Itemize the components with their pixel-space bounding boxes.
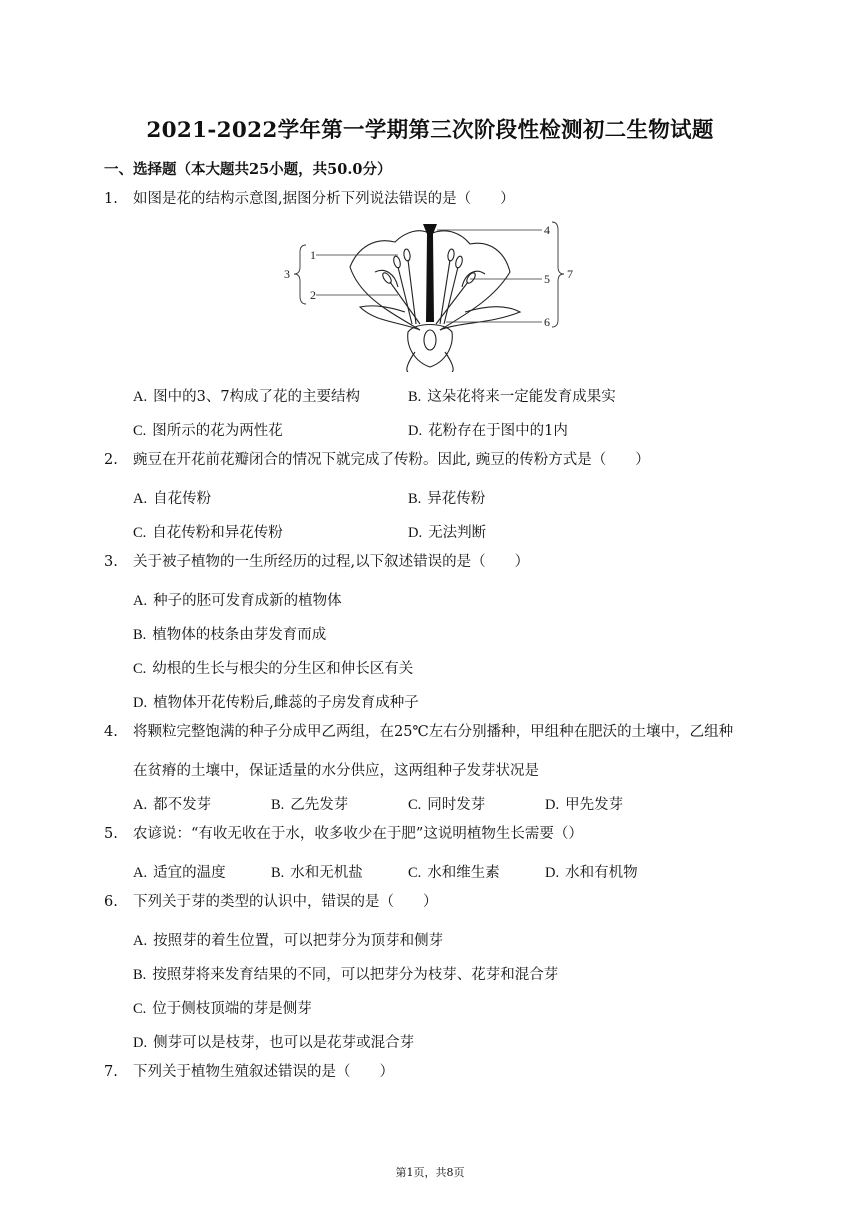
section-heading: 一、选择题（本大题共25小题，共50.0分） [104, 161, 392, 178]
option-a: A. 图中的3、7构成了花的主要结构 [133, 389, 361, 405]
option-b: B. 这朵花将来一定能发育成果实 [408, 389, 616, 405]
question-5 [104, 827, 583, 842]
question-stem: 将颗粒完整饱满的种子分成甲乙两组，在25℃左右分别播种，甲组种在肥沃的土壤中，乙组种 [133, 724, 734, 740]
option-a: A. 适宜的温度 [133, 865, 226, 881]
label-7: 7 [567, 267, 573, 281]
option-b: B. 异花传粉 [408, 491, 486, 507]
option-a: A. 都不发芽 [133, 797, 212, 813]
option-d: D. 甲先发芽 [545, 797, 624, 813]
question-number: 4. [104, 724, 118, 740]
option-c: C. 位于侧枝顶端的芽是侧芽 [133, 1001, 312, 1017]
label-3: 3 [284, 267, 290, 281]
question-stem: 下列关于芽的类型的认识中，错误的是（ ） [133, 894, 438, 910]
question-number: 7. [104, 1064, 118, 1080]
question-number: 5. [104, 826, 118, 842]
question-stem: 豌豆在开花前花瓣闭合的情况下就完成了传粉。因此, 豌豆的传粉方式是（ ） [133, 452, 650, 468]
option-d: D. 无法判断 [408, 525, 487, 541]
option-d: D. 侧芽可以是枝芽，也可以是花芽或混合芽 [133, 1035, 415, 1051]
question-3 [104, 555, 529, 570]
option-c: C. 自花传粉和异花传粉 [133, 525, 283, 541]
question-stem: 如图是花的结构示意图,据图分析下列说法错误的是（ ） [133, 191, 515, 207]
option-a: A. 按照芽的着生位置，可以把芽分为顶芽和侧芽 [133, 933, 444, 949]
question-number: 3. [104, 554, 118, 570]
option-c: C. 图所示的花为两性花 [133, 423, 283, 439]
option-b: B. 乙先发芽 [271, 797, 349, 813]
label-4: 4 [544, 223, 550, 237]
label-5: 5 [544, 272, 550, 286]
question-number: 2. [104, 452, 118, 468]
option-a: A. 自花传粉 [133, 491, 212, 507]
question-7 [104, 1065, 394, 1080]
question-2 [104, 453, 650, 468]
label-2: 2 [310, 288, 316, 302]
option-c: C. 幼根的生长与根尖的分生区和伸长区有关 [133, 661, 414, 677]
option-b: B. 水和无机盐 [271, 865, 363, 881]
label-1: 1 [310, 248, 316, 262]
question-number: 1. [104, 191, 118, 207]
question-stem: 农谚说：“有收无收在于水，收多收少在于肥”这说明植物生长需要（） [133, 826, 583, 842]
option-b: B. 植物体的枝条由芽发育而成 [133, 627, 327, 643]
label-6: 6 [544, 315, 550, 329]
question-4 [104, 725, 733, 740]
option-d: D. 花粉存在于图中的1内 [408, 423, 568, 439]
option-c: C. 水和维生素 [408, 865, 500, 881]
question-stem-continued: 在贫瘠的土壤中，保证适量的水分供应，这两组种子发芽状况是 [133, 763, 539, 779]
question-stem: 下列关于植物生殖叙述错误的是（ ） [133, 1064, 394, 1080]
page-footer: 第1页，共8页 [395, 1166, 465, 1179]
question-1 [104, 192, 515, 207]
option-d: D. 植物体开花传粉后,雌蕊的子房发育成种子 [133, 695, 419, 711]
option-c: C. 同时发芽 [408, 797, 486, 813]
page-title: 2021-2022学年第一学期第三次阶段性检测初二生物试题 [146, 118, 714, 143]
option-b: B. 按照芽将来发育结果的不同，可以把芽分为枝芽、花芽和混合芽 [133, 967, 559, 983]
question-stem: 关于被子植物的一生所经历的过程,以下叙述错误的是（ ） [133, 554, 530, 570]
option-a: A. 种子的胚可发育成新的植物体 [133, 593, 342, 609]
question-number: 6. [104, 894, 118, 910]
flower-structure-figure [280, 212, 580, 372]
question-6 [104, 895, 438, 910]
option-d: D. 水和有机物 [545, 865, 638, 881]
